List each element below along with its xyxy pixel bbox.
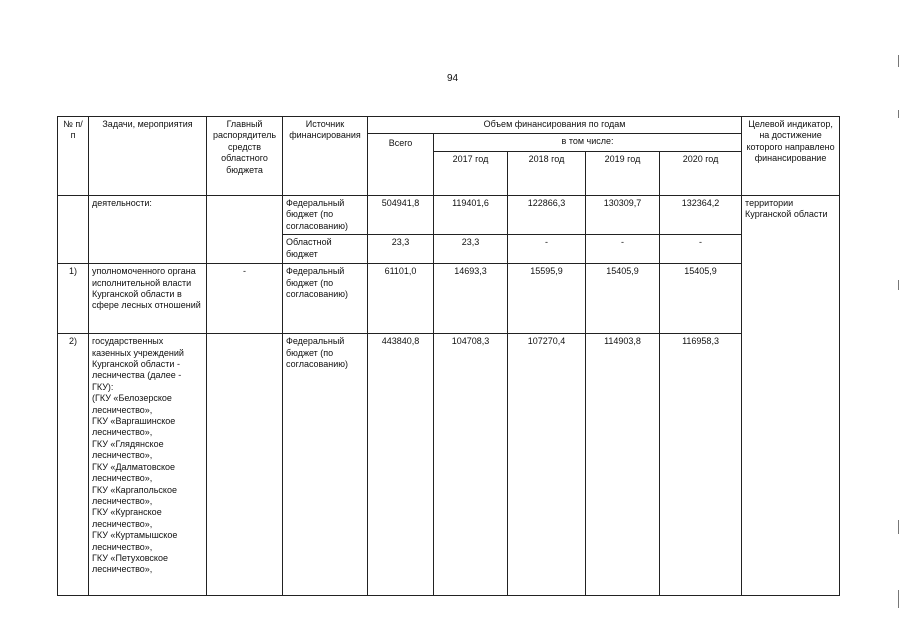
header-num: № п/п <box>58 117 89 196</box>
row-source: Федеральный бюджет (по согласованию) <box>283 334 368 596</box>
row-2018: 107270,4 <box>508 334 586 596</box>
row-task: уполномоченного органа исполнительной власти Курганской области в сфере лесных отношений <box>89 264 207 334</box>
header-2020: 2020 год <box>660 152 742 196</box>
row-total: 61101,0 <box>368 264 434 334</box>
scan-margin-marks <box>895 0 899 640</box>
row-task: государственных казенных учреждений Курганской области - лесничества (далее - ГКУ): (ГКУ «Белозерское лесничество», ГКУ «Варгашинское лесничество», ГКУ «Глядянское лесничество», ГКУ «Далматовское лесничество», ГКУ «Каргапольское лесничество», ГКУ «Курганское лесничество», ГКУ «Куртамышское лесничество», ГКУ «Петуховское лесничество», <box>89 334 207 596</box>
header-including: в том числе: <box>434 134 742 152</box>
header-total: Всего <box>368 134 434 196</box>
row-total: 443840,8 <box>368 334 434 596</box>
header-2017: 2017 год <box>434 152 508 196</box>
row-2018: 15595,9 <box>508 264 586 334</box>
row-2019: 114903,8 <box>586 334 660 596</box>
table-row <box>58 264 840 334</box>
row-2019: - <box>586 235 660 264</box>
table-row <box>58 196 840 235</box>
row-2020: 132364,2 <box>660 196 742 235</box>
row-2018: - <box>508 235 586 264</box>
header-manager: Главный распорядитель средств областного бюджета <box>207 117 283 196</box>
row-manager <box>207 334 283 596</box>
header-indicator: Целевой индикатор, на достижение которого направлено финансирование <box>742 117 840 196</box>
row-num <box>58 196 89 264</box>
row-2020: 116958,3 <box>660 334 742 596</box>
row-source: Областной бюджет <box>283 235 368 264</box>
row-2019: 130309,7 <box>586 196 660 235</box>
row-indicator: территории Курганской области <box>742 196 840 596</box>
table-row <box>58 334 840 596</box>
row-2020: - <box>660 235 742 264</box>
page-number: 94 <box>446 73 459 84</box>
row-2019: 15405,9 <box>586 264 660 334</box>
header-financing: Объем финансирования по годам <box>368 117 742 134</box>
row-2017: 104708,3 <box>434 334 508 596</box>
row-2017: 119401,6 <box>434 196 508 235</box>
header-source: Источник финансирования <box>283 117 368 196</box>
row-num: 1) <box>58 264 89 334</box>
row-2017: 23,3 <box>434 235 508 264</box>
header-tasks: Задачи, мероприятия <box>89 117 207 196</box>
row-total: 23,3 <box>368 235 434 264</box>
header-2019: 2019 год <box>586 152 660 196</box>
row-source: Федеральный бюджет (по согласованию) <box>283 196 368 235</box>
row-task: деятельности: <box>89 196 207 264</box>
row-manager <box>207 196 283 264</box>
row-2017: 14693,3 <box>434 264 508 334</box>
row-2018: 122866,3 <box>508 196 586 235</box>
row-2020: 15405,9 <box>660 264 742 334</box>
row-total: 504941,8 <box>368 196 434 235</box>
header-2018: 2018 год <box>508 152 586 196</box>
row-num: 2) <box>58 334 89 596</box>
row-manager: - <box>207 264 283 334</box>
row-source: Федеральный бюджет (по согласованию) <box>283 264 368 334</box>
financing-table <box>57 116 840 596</box>
